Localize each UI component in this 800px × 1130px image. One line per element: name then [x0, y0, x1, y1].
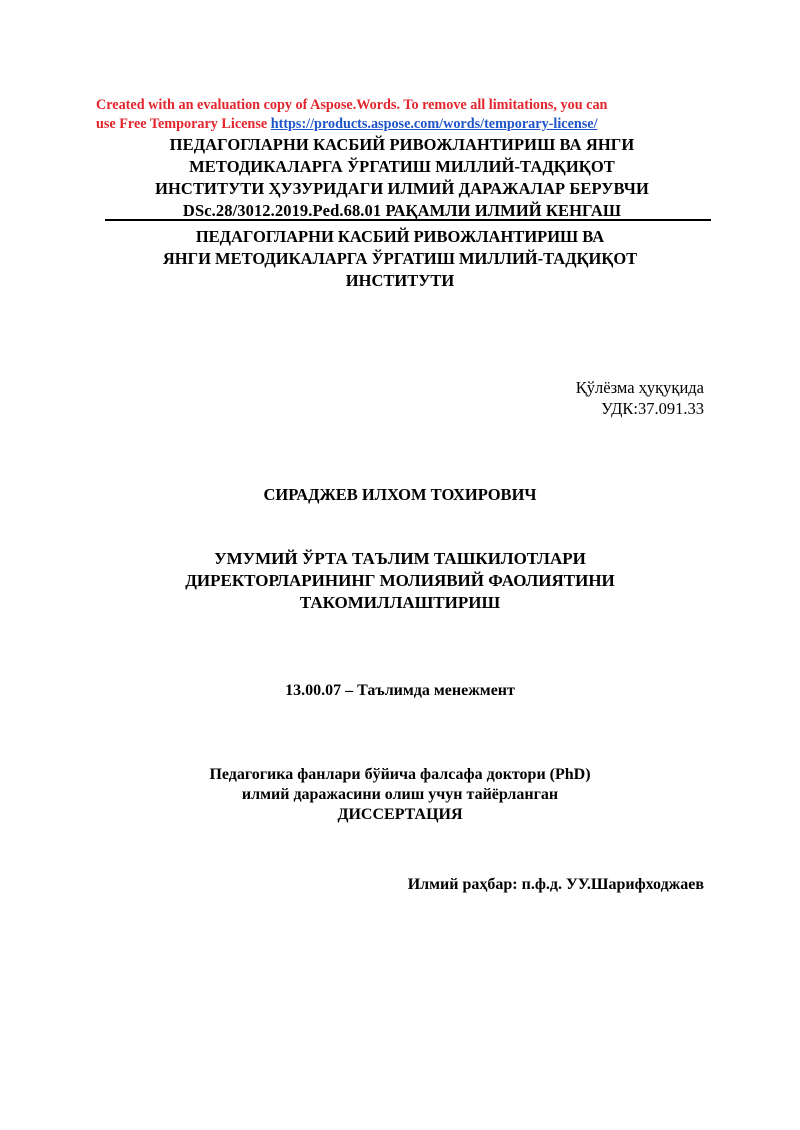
temporary-license-link[interactable]: https://products.aspose.com/words/temporary-license/	[270, 116, 598, 132]
header-divider	[105, 219, 711, 221]
degree-statement-line-3: ДИССЕРТАЦИЯ	[337, 806, 463, 823]
dissertation-title-line-2: ДИРЕКТОРЛАРИНИНГ МОЛИЯВИЙ ФАОЛИЯТИНИ	[185, 571, 615, 590]
evaluation-notice	[96, 96, 716, 134]
council-header-line-2: МЕТОДИКАЛАРГА ЎРГАТИШ МИЛЛИЙ-ТАДҚИҚОТ	[189, 157, 615, 176]
manuscript-rights-label: Қўлёзма ҳуқуқида	[575, 378, 704, 397]
degree-statement	[100, 765, 700, 825]
dissertation-title-line-1: УМУМИЙ ЎРТА ТАЪЛИМ ТАШКИЛОТЛАРИ	[214, 549, 586, 568]
institute-name-line-1: ПЕДАГОГЛАРНИ КАСБИЙ РИВОЖЛАНТИРИШ ВА	[195, 227, 605, 246]
council-header-line-3: ИНСТИТУТИ ҲУЗУРИДАГИ ИЛМИЙ ДАРАЖАЛАР БЕРУВЧИ	[155, 179, 649, 198]
scientific-supervisor: Илмий раҳбар: п.ф.д. УУ.Шарифходжаев	[407, 876, 704, 893]
degree-statement-line-1: Педагогика фанлари бўйича фалсафа доктори (PhD)	[209, 766, 591, 783]
institute-name	[100, 226, 700, 292]
council-header-line-4: DSc.28/3012.2019.Ped.68.01 РАҚАМЛИ ИЛМИЙ КЕНГАШ	[182, 201, 622, 220]
institute-name-line-3: ИНСТИТУТИ	[345, 271, 455, 290]
dissertation-title	[100, 548, 700, 614]
author-name: СИРАДЖЕВ ИЛХОМ ТОХИРОВИЧ	[263, 485, 537, 504]
evaluation-notice-prefix: use Free Temporary License	[96, 116, 271, 132]
dissertation-title-line-3: ТАКОМИЛЛАШТИРИШ	[299, 593, 501, 612]
udk-code: УДК:37.091.33	[601, 399, 704, 418]
institute-name-line-2: ЯНГИ МЕТОДИКАЛАРГА ЎРГАТИШ МИЛЛИЙ-ТАДҚИҚОТ	[162, 249, 638, 268]
council-header-line-1: ПЕДАГОГЛАРНИ КАСБИЙ РИВОЖЛАНТИРИШ ВА ЯНГИ	[169, 135, 635, 154]
degree-statement-line-2: илмий даражасини олиш учун тайёрланган	[241, 786, 559, 803]
evaluation-notice-line-1: Created with an evaluation copy of Aspose.Words. To remove all limitations, you can	[96, 97, 608, 113]
council-header	[96, 134, 708, 222]
evaluation-notice-line-2	[96, 115, 716, 134]
manuscript-rights	[404, 377, 704, 419]
specialty-code: 13.00.07 – Таълимда менежмент	[285, 682, 515, 699]
